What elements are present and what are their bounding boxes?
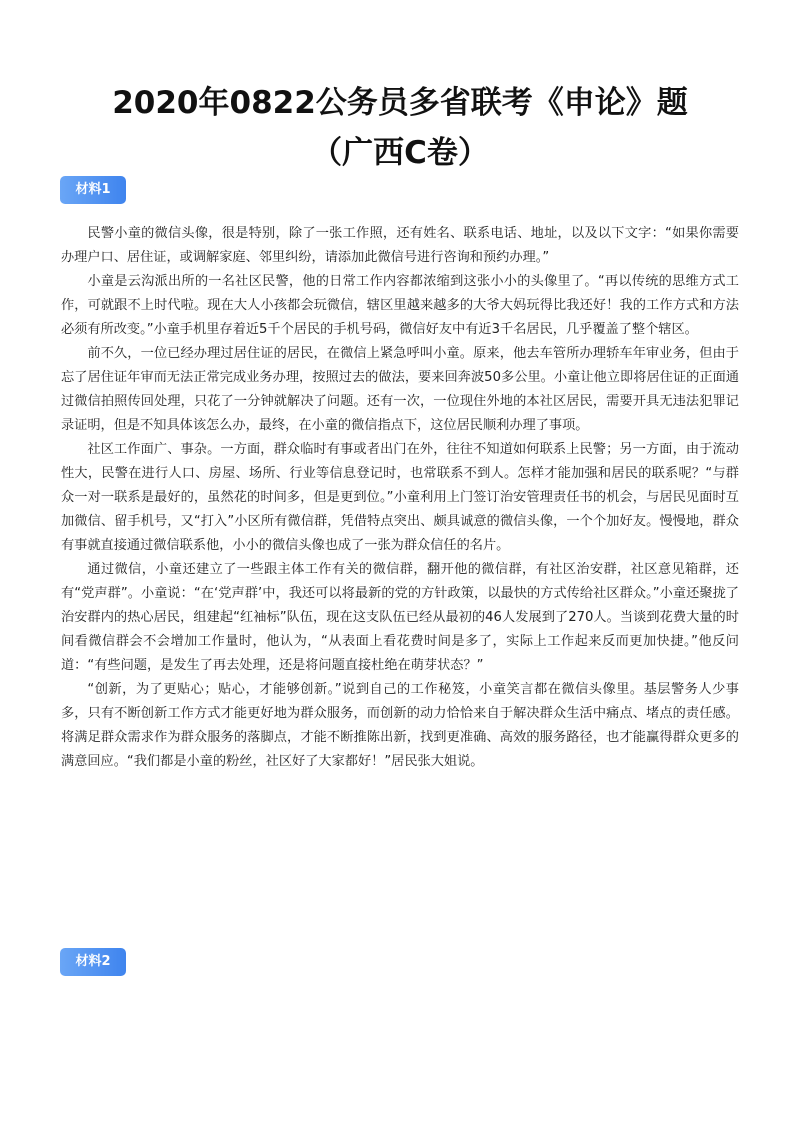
paragraph: 通过微信，小童还建立了一些跟主体工作有关的微信群，翻开他的微信群，有社区治安群，社区意见箱群，还有“党声群”。小童说：“在‘党声群’中，我还可以将最新的党的方针政策，以最快的方式传给社区群众。”小童还聚拢了治安群内的热心居民，组建起“红袖标”队伍，现在这支队伍已经从最初的46人发展到了270人。当谈到花费大量的时间看微信群会不会增加工作量时，他认为，“从表面上看花费时间是多了，实际上工作起来反而更加快捷。”他反问道：“有些问题，是发生了再去处理，还是将问题直接杜绝在萌芽状态？” [61,562,739,673]
paragraph: “创新，为了更贴心；贴心，才能够创新。”说到自己的工作秘笈，小童笑言都在微信头像里。基层警务人少事多，只有不断创新工作方式才能更好地为群众服务，而创新的动力恰恰来自于解决群众生活中痛点、堵点的责任感。将满足群众需求作为群众服务的落脚点，才能不断推陈出新，找到更准确、高效的服务路径，也才能赢得群众更多的满意回应。“我们都是小童的粉丝，社区好了大家都好！”居民张大姐说。 [61,682,739,769]
material-1-body [61,222,739,774]
page-title [40,78,760,178]
page-title-line-2: （广西C卷） [311,135,489,171]
paragraph: 民警小童的微信头像，很是特别，除了一张工作照，还有姓名、联系电话、地址，以及以下文字：“如果你需要办理户口、居住证，或调解家庭、邻里纠纷，请添加此微信号进行咨询和预约办理。” [61,226,739,265]
material-2-tag: 材料2 [60,948,126,976]
paragraph: 前不久，一位已经办理过居住证的居民，在微信上紧急呼叫小童。原来，他去车管所办理轿车年审业务，但由于忘了居住证年审而无法正常完成业务办理，按照过去的做法，要来回奔波50多公里。小童让他立即将居住证的正面通过微信拍照传回处理，只花了一分钟就解决了问题。还有一次，一位现住外地的本社区居民，需要开具无违法犯罪记录证明，但是不知具体该怎么办，最终，在小童的微信指点下，这位居民顺利办理了事项。 [61,346,739,433]
paragraph: 小童是云沟派出所的一名社区民警，他的日常工作内容都浓缩到这张小小的头像里了。“再以传统的思维方式工作，可就跟不上时代啦。现在大人小孩都会玩微信，辖区里越来越多的大爷大妈玩得比我还好！我的工作方式和方法必须有所改变。”小童手机里存着近5千个居民的手机号码，微信好友中有近3千名居民，几乎覆盖了整个辖区。 [61,274,739,337]
material-1-tag: 材料1 [60,176,126,204]
paragraph: 社区工作面广、事杂。一方面，群众临时有事或者出门在外，往往不知道如何联系上民警；另一方面，由于流动性大，民警在进行人口、房屋、场所、行业等信息登记时，也常联系不到人。怎样才能加强和居民的联系呢？“与群众一对一联系是最好的，虽然花的时间多，但是更到位。”小童利用上门签订治安管理责任书的机会，与居民见面时互加微信、留手机号，又“打入”小区所有微信群，凭借特点突出、颇具诚意的微信头像，一个个加好友。慢慢地，群众有事就直接通过微信联系他，小小的微信头像也成了一张为群众信任的名片。 [61,442,739,553]
page-title-line-1: 2020年0822公务员多省联考《申论》题 [112,85,688,121]
